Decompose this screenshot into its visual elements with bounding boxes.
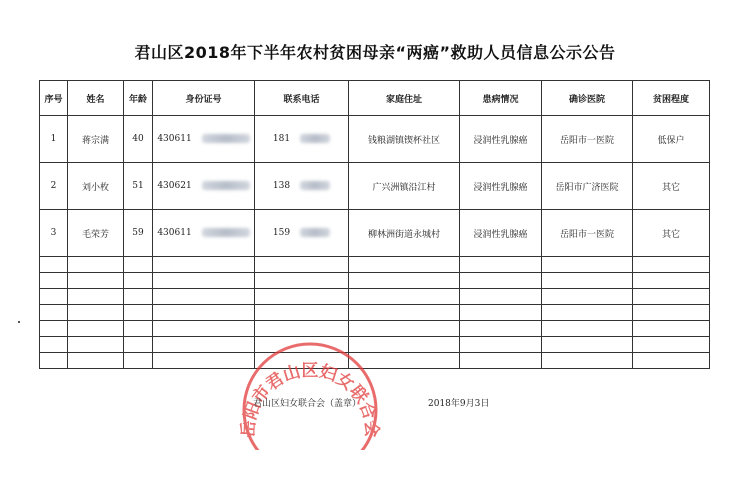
cell-illness: 浸润性乳腺癌 xyxy=(460,210,542,257)
redacted-id xyxy=(202,228,250,237)
redacted-phone xyxy=(300,228,330,237)
cell-phone xyxy=(255,210,349,257)
header-illness: 患病情况 xyxy=(460,81,542,116)
blank-row xyxy=(40,321,710,337)
cell-age: 40 xyxy=(124,116,153,163)
redacted-id xyxy=(202,181,250,190)
seal-text-path: 岳阳市君山区妇女联合会 xyxy=(238,361,382,438)
official-seal xyxy=(236,340,384,450)
header-phone: 联系电话 xyxy=(255,81,349,116)
cell-address: 广兴洲镇沿江村 xyxy=(349,163,460,210)
cell-address: 钱粮湖镇锲杯社区 xyxy=(349,116,460,163)
id-prefix: 430611 xyxy=(157,228,192,238)
cell-no: 3 xyxy=(40,210,68,257)
table-row xyxy=(40,116,710,163)
info-table xyxy=(39,80,710,369)
cell-illness: 浸润性乳腺癌 xyxy=(460,116,542,163)
header-hospital: 确诊医院 xyxy=(542,81,633,116)
cell-id xyxy=(153,116,255,163)
blank-row xyxy=(40,257,710,273)
table-row xyxy=(40,210,710,257)
cell-poverty: 其它 xyxy=(633,163,710,210)
cell-id xyxy=(153,210,255,257)
signature-line: 君山区妇女联合会（盖章） xyxy=(253,399,362,409)
table-row xyxy=(40,163,710,210)
cell-illness: 浸润性乳腺癌 xyxy=(460,163,542,210)
cell-name: 蒋宗满 xyxy=(68,116,124,163)
scan-speck xyxy=(18,321,20,323)
header-name: 姓名 xyxy=(68,81,124,116)
cell-hospital: 岳阳市广济医院 xyxy=(542,163,633,210)
cell-no: 2 xyxy=(40,163,68,210)
header-id: 身份证号 xyxy=(153,81,255,116)
redacted-phone xyxy=(300,134,330,143)
cell-hospital: 岳阳市一医院 xyxy=(542,210,633,257)
cell-name: 毛荣芳 xyxy=(68,210,124,257)
cell-hospital: 岳阳市一医院 xyxy=(542,116,633,163)
cell-address: 柳林洲街道永城村 xyxy=(349,210,460,257)
blank-row xyxy=(40,289,710,305)
header-poverty: 贫困程度 xyxy=(633,81,710,116)
redacted-phone xyxy=(300,181,330,190)
cell-poverty: 低保户 xyxy=(633,116,710,163)
phone-prefix: 159 xyxy=(272,228,291,238)
cell-id xyxy=(153,163,255,210)
cell-age: 51 xyxy=(124,163,153,210)
header-no: 序号 xyxy=(40,81,68,116)
issue-date: 2018年9月3日 xyxy=(428,399,490,409)
cell-name: 刘小枚 xyxy=(68,163,124,210)
cell-no: 1 xyxy=(40,116,68,163)
phone-prefix: 181 xyxy=(272,134,291,144)
id-prefix: 430621 xyxy=(157,181,192,191)
header-age: 年龄 xyxy=(124,81,153,116)
cell-phone xyxy=(255,116,349,163)
id-prefix: 430611 xyxy=(157,134,192,144)
header-address: 家庭住址 xyxy=(349,81,460,116)
cell-age: 59 xyxy=(124,210,153,257)
page-title: 君山区2018年下半年农村贫困母亲“两癌”救助人员信息公示公告 xyxy=(134,43,616,62)
blank-row xyxy=(40,273,710,289)
cell-phone xyxy=(255,163,349,210)
blank-row xyxy=(40,305,710,321)
cell-poverty: 其它 xyxy=(633,210,710,257)
redacted-id xyxy=(202,134,250,143)
phone-prefix: 138 xyxy=(272,181,291,191)
table-header-row xyxy=(40,81,710,116)
